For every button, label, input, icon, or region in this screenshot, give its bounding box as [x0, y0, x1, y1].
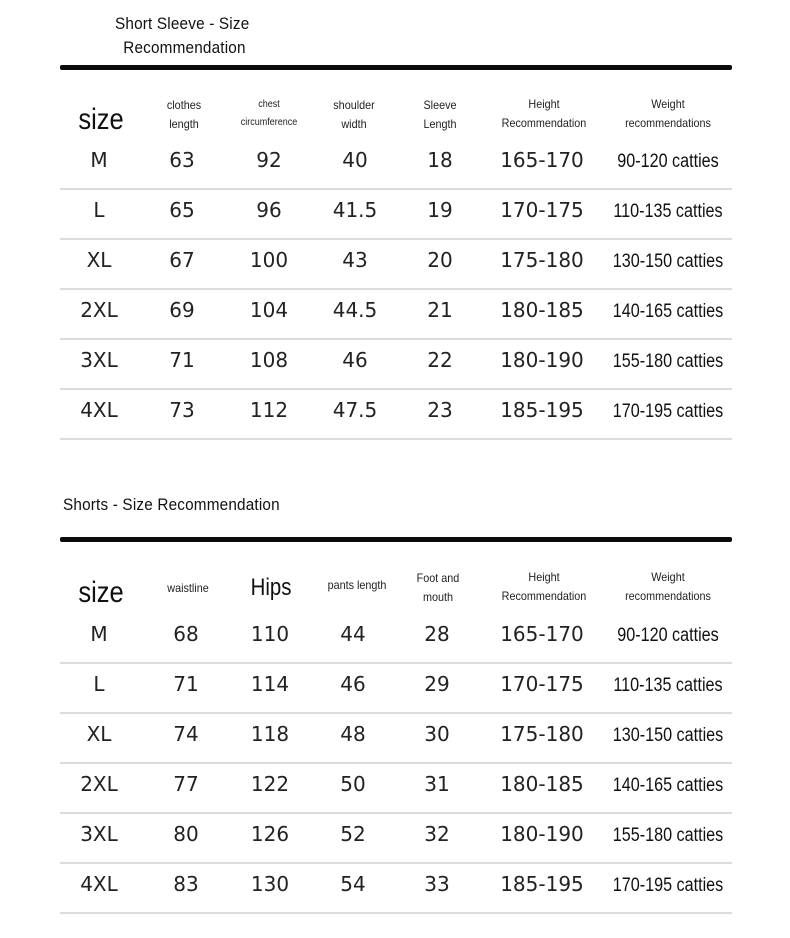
- cell-sleeve: 18: [427, 148, 453, 172]
- cell-height: 180-185: [500, 772, 584, 796]
- header-clothes-length: [148, 96, 220, 134]
- table-row: [60, 290, 732, 340]
- cell-size: 3XL: [80, 822, 118, 846]
- cell-weight: 155-180 catties: [612, 825, 724, 846]
- cell-sleeve: 22: [427, 348, 453, 372]
- header-foot-mouth: [402, 569, 474, 607]
- cell-pants: 50: [340, 772, 366, 796]
- shorts-divider: [60, 537, 732, 542]
- cell-hips: 126: [250, 822, 290, 846]
- cell-length: 65: [169, 198, 195, 222]
- header-height: [490, 95, 598, 133]
- cell-weight: 140-165 catties: [612, 301, 724, 322]
- header-sleeve-line2: Length: [423, 117, 457, 131]
- header-shoulder: [318, 96, 390, 134]
- cell-pants: 54: [340, 872, 366, 896]
- cell-foot: 29: [424, 672, 450, 696]
- cell-foot: 31: [424, 772, 450, 796]
- cell-height: 180-190: [500, 822, 584, 846]
- header-height: [490, 568, 598, 606]
- table-row: [60, 340, 732, 390]
- header-weight: [614, 95, 722, 133]
- cell-height: 185-195: [500, 872, 584, 896]
- header-weight-line1: Weight: [651, 97, 685, 111]
- cell-weight: 130-150 catties: [612, 725, 724, 746]
- table-row: [60, 614, 732, 664]
- short-sleeve-title-line1: Short Sleeve - Size: [115, 14, 250, 33]
- cell-height: 165-170: [500, 148, 584, 172]
- cell-sleeve: 23: [427, 398, 453, 422]
- cell-size: 4XL: [80, 398, 118, 422]
- cell-waist: 80: [173, 822, 199, 846]
- cell-hips: 130: [250, 872, 290, 896]
- cell-shoulder: 40: [342, 148, 368, 172]
- cell-weight: 170-195 catties: [612, 875, 724, 896]
- cell-size: XL: [86, 248, 112, 272]
- short-sleeve-title-line2: Recommendation: [123, 38, 246, 57]
- header-sleeve: [404, 96, 476, 134]
- table-row: [60, 814, 732, 864]
- cell-height: 170-175: [500, 198, 584, 222]
- table-row: [60, 190, 732, 240]
- table-row: [60, 390, 732, 440]
- cell-weight: 90-120 catties: [617, 151, 719, 172]
- cell-chest: 104: [249, 298, 289, 322]
- cell-length: 71: [169, 348, 195, 372]
- cell-hips: 122: [250, 772, 290, 796]
- shorts-title: Shorts - Size Recommendation: [63, 495, 280, 514]
- cell-sleeve: 19: [427, 198, 453, 222]
- table-row: [60, 864, 732, 914]
- cell-weight: 130-150 catties: [612, 251, 724, 272]
- cell-length: 73: [169, 398, 195, 422]
- header-height-line1: Height: [528, 570, 560, 584]
- cell-size: M: [90, 622, 108, 646]
- row-divider: [60, 438, 732, 440]
- cell-foot: 33: [424, 872, 450, 896]
- cell-height: 175-180: [500, 248, 584, 272]
- cell-shoulder: 47.5: [332, 398, 378, 422]
- cell-chest: 112: [249, 398, 289, 422]
- cell-height: 180-185: [500, 298, 584, 322]
- cell-waist: 74: [173, 722, 199, 746]
- cell-height: 165-170: [500, 622, 584, 646]
- cell-shoulder: 46: [342, 348, 368, 372]
- header-clothes-length-line2: length: [169, 117, 199, 131]
- cell-size: 3XL: [80, 348, 118, 372]
- header-weight-line2: recommendations: [625, 116, 711, 130]
- cell-waist: 83: [173, 872, 199, 896]
- cell-shoulder: 41.5: [332, 198, 378, 222]
- header-chest-line2: circumference: [240, 117, 298, 128]
- cell-shoulder: 44.5: [332, 298, 378, 322]
- cell-sleeve: 21: [427, 298, 453, 322]
- cell-foot: 32: [424, 822, 450, 846]
- cell-size: 2XL: [80, 772, 118, 796]
- header-height-line1: Height: [528, 97, 560, 111]
- table-row: [60, 140, 732, 190]
- header-height-line2: Recommendation: [501, 589, 587, 603]
- table-row: [60, 664, 732, 714]
- cell-weight: 155-180 catties: [612, 351, 724, 372]
- cell-weight: 110-135 catties: [613, 201, 723, 222]
- header-weight-line2: recommendations: [625, 589, 711, 603]
- cell-height: 175-180: [500, 722, 584, 746]
- cell-chest: 100: [249, 248, 289, 272]
- cell-height: 180-190: [500, 348, 584, 372]
- cell-pants: 46: [340, 672, 366, 696]
- cell-waist: 71: [173, 672, 199, 696]
- cell-length: 69: [169, 298, 195, 322]
- header-height-line2: Recommendation: [501, 116, 587, 130]
- cell-weight: 110-135 catties: [613, 675, 723, 696]
- cell-pants: 52: [340, 822, 366, 846]
- cell-height: 170-175: [500, 672, 584, 696]
- cell-weight: 90-120 catties: [617, 625, 719, 646]
- short-sleeve-divider: [60, 65, 732, 70]
- cell-size: 2XL: [80, 298, 118, 322]
- header-shoulder-line1: shoulder: [333, 98, 375, 112]
- cell-length: 67: [169, 248, 195, 272]
- header-sleeve-line1: Sleeve: [423, 98, 457, 112]
- header-pants-length: pants length: [327, 578, 387, 592]
- cell-chest: 96: [256, 198, 282, 222]
- cell-waist: 77: [173, 772, 199, 796]
- header-size: size: [78, 103, 124, 136]
- cell-waist: 68: [173, 622, 199, 646]
- header-hips: Hips: [250, 574, 292, 601]
- header-foot-line2: mouth: [422, 590, 454, 604]
- cell-size: L: [93, 198, 105, 222]
- cell-foot: 30: [424, 722, 450, 746]
- header-clothes-length-line1: clothes: [166, 98, 202, 112]
- header-size: size: [78, 576, 124, 609]
- header-chest-line1: chest: [258, 99, 280, 110]
- cell-size: 4XL: [80, 872, 118, 896]
- cell-weight: 170-195 catties: [612, 401, 724, 422]
- cell-sleeve: 20: [427, 248, 453, 272]
- cell-weight: 140-165 catties: [612, 775, 724, 796]
- cell-foot: 28: [424, 622, 450, 646]
- cell-shoulder: 43: [342, 248, 368, 272]
- table-row: [60, 714, 732, 764]
- short-sleeve-title: [115, 12, 249, 60]
- header-weight-line1: Weight: [651, 570, 685, 584]
- cell-size: XL: [86, 722, 112, 746]
- cell-size: L: [93, 672, 105, 696]
- cell-chest: 108: [249, 348, 289, 372]
- cell-height: 185-195: [500, 398, 584, 422]
- header-chest: [229, 96, 310, 132]
- header-weight: [614, 568, 722, 606]
- cell-length: 63: [169, 148, 195, 172]
- row-divider: [60, 912, 732, 914]
- cell-pants: 44: [340, 622, 366, 646]
- cell-hips: 110: [250, 622, 290, 646]
- cell-hips: 114: [250, 672, 290, 696]
- cell-hips: 118: [250, 722, 290, 746]
- table-row: [60, 764, 732, 814]
- table-row: [60, 240, 732, 290]
- header-waistline: waistline: [167, 581, 209, 595]
- cell-pants: 48: [340, 722, 366, 746]
- cell-size: M: [90, 148, 108, 172]
- header-shoulder-line2: width: [341, 117, 367, 131]
- header-foot-line1: Foot and: [416, 571, 460, 585]
- cell-chest: 92: [256, 148, 282, 172]
